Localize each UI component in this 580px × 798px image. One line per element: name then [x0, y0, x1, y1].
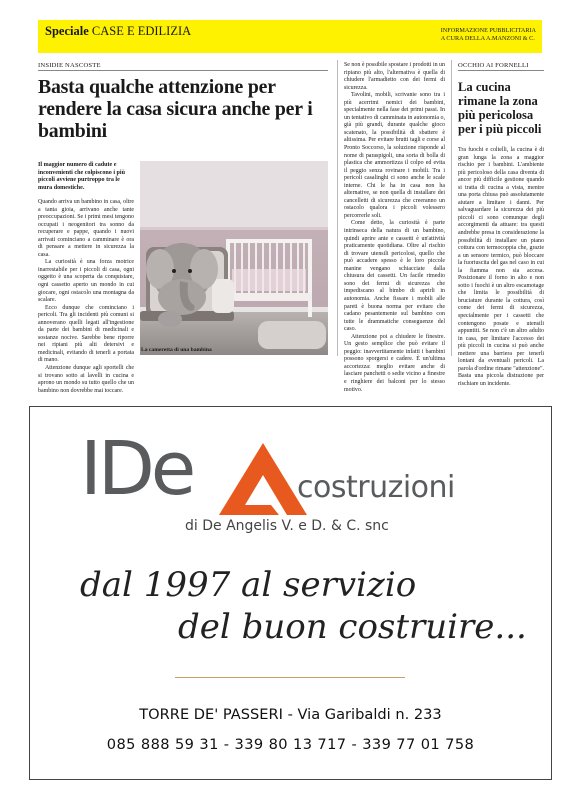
article-headline: Basta qualche attenzione per rendere la casa sicura anche per i bambini — [38, 76, 313, 142]
article-column-3 — [344, 62, 445, 394]
article-paragraph: Tavolini, mobili, scrivanie sono tra i più acerrimi nemici dei bambini, specialmente nella fase dei primi passi. In un tentativo di camminata in autonomia o, già più grandi, durante qualche gioco scatenato, la possibilità di sbattere è altissima. Per evitare brutti tagli e corse al Pronto Soccorso, la soluzione risponde al nome di paraspigoli, una sorta di bolla di plastica che ammortizza il colpo ed evita il peggio senza rovinare i mobili. Tra i pericoli casalinghi ci sono anche le scale interne. Chi le ha in casa non ha alternative, se non quella di installare dei cancelletti di sicurezza che creeranno un ostacolo qualora i piccoli volessero percorrerle soli. — [344, 92, 445, 219]
advertising-notice-line1: INFORMAZIONE PUBBLICITARIA — [440, 27, 536, 34]
sidebar-body — [458, 147, 544, 389]
advertisement — [29, 406, 552, 780]
article-kicker: INSIDIE NASCOSTE — [38, 62, 101, 69]
advertising-notice — [441, 27, 536, 42]
article-paragraph: Come detto, la curiosità è parte intrinseca della natura di un bambino, quindi aprire ante e cassetti è un'attività praticamente quotidiana. Oltre al rischio di trovare utensili pericolosi, quello che può accadere spesso è le loro piccole manine vengano schiacciate dalla chiusura dei cassetti. Un facile rimedio sono dei fermi di sicurezza che impediscano al bimbo di aprirli in autonomia. Anche fissare i mobili alle pareti è buona norma per evitare che cadano pesantemente sul bambino con tutte le drammatiche conseguenze del caso. — [344, 220, 445, 333]
section-banner — [38, 20, 542, 53]
sidebar-kicker: OCCHIO AI FORNELLI — [458, 62, 529, 69]
phone-numbers: 085 888 59 31 - 339 80 13 717 - 339 77 01 758 — [106, 736, 475, 753]
sidebar-kicker-rule — [458, 70, 544, 71]
section-title-bold: Speciale — [45, 24, 89, 38]
article-column-1 — [38, 199, 134, 395]
article-paragraph: Attenzione dunque agli sportelli che si trovano sotto ai lavelli in cucina e aprono un mondo su tutto quello che un bambino non dovrebbe mai toccare. — [38, 365, 134, 394]
sidebar-divider — [451, 60, 452, 356]
logo-costruzioni: costruzioni — [297, 470, 455, 505]
logo-wordmark: IDe — [80, 426, 193, 512]
article-lead: Il maggior numero di cadute e inconvenienti che colpiscono i più piccoli avviene purtroppo tra le mura domestiche. — [38, 162, 126, 191]
slogan-line-1: dal 1997 al servizio — [80, 565, 417, 605]
column-divider — [337, 60, 338, 356]
section-title-rest: CASE E EDILIZIA — [91, 24, 192, 38]
advertising-notice-line2: A CURA DELLA A.MANZONI & C. — [440, 34, 535, 42]
article-paragraph: Quando arriva un bambino in casa, oltre a tanta gioia, arrivano anche tante preoccupazioni. Se i primi mesi tengono occupati i neogenitori tra sonno da recuperare e pappe, quando i nuovi arrivati cominciano a camminare è ora di pensare a mettere in sicurezza la casa. — [38, 199, 134, 258]
ad-divider — [175, 677, 405, 678]
company-name: di De Angelis V. e D. & C. snc — [185, 518, 389, 534]
article-paragraph: Se non è possibile spostare i prodotti in un ripiano più alto, l'alternativa è quella di chiudere l'armadietto con dei fermi di sicurezza. — [344, 62, 445, 91]
article-paragraph: Ecco dunque che cominciano i pericoli. Tra gli incidenti più comuni si annoverano quelli legati all'ingestione da parte dei bambini di medicinali e sostanze nocive. Sarebbe bene riporre nei ripiani più alti detersivi e medicinali, evitando di tenerli a portata di mano. — [38, 304, 134, 364]
section-title — [45, 24, 191, 39]
company-address: TORRE DE' PASSERI - Via Garibaldi n. 233 — [139, 706, 442, 723]
photo-caption: La cameretta di una bambina — [141, 347, 212, 353]
sidebar-title: La cucina rimane la zona più pericolosa per i più piccoli — [458, 80, 542, 136]
article-paragraph: Attenzione poi a chiudere le finestre. Un gesto semplice che può evitare il peggio: inavvertitamente infatti i bambini possono sporgersi e cadere. È un'ultima accortezza: meglio evitare anche di lasciare panchetti o sedie vicino a finestre e ringhiere dei balconi per lo stesso motivo. — [344, 333, 445, 393]
nursery-illustration — [140, 161, 328, 355]
logo-a-mark-icon — [217, 441, 309, 517]
slogan-line-2: del buon costruire... — [178, 607, 527, 647]
article-paragraph: La curiosità è una forza motrice inarrestabile per i piccoli di casa, ogni oggetto è una scoperta da conquistare, ogni cassetto aperto un mondo in cui giocare, ogni ostacolo una montagna da scalare. — [38, 259, 134, 304]
nursery-photo — [140, 161, 328, 355]
sidebar-paragraph: Tra fuochi e coltelli, la cucina è di gran lunga la zona a maggior rischio per i bambini. L'ambiente più pericoloso della casa diventa di ancor più difficile gestione quando si tratta di cucina a vista, mentre una porta chiusa può assolutamente aiutare a limitare i danni. Per salvaguardare la sicurezza dei più piccoli ci sono comunque degli accorgimenti da attuare: tra questi andrebbe presa in considerazione la possibilità di installare un piano cottura con termocoppia che, grazie a un sensore termico, può bloccare la fuoriuscita del gas nel caso in cui la fiamma non sia accesa. Posizionare il forno in alto e non sotto i fuochi è un altro escamotage che limita le possibilità di bruciature durante la cottura, così come dei fermi di sicurezza, specialmente per i cassetti che contengono posate e utensili appuntiti. Se non c'è un altro adulto in casa, per limitare l'accesso dei più piccoli in cucina si può anche mettere una barriera per tenerli lontani da eventuali pericoli. La parola d'ordine rimane "attenzione". Basta una piccola distrazione per rischiare un incidente. — [458, 147, 544, 387]
article-kicker-rule — [38, 70, 328, 71]
